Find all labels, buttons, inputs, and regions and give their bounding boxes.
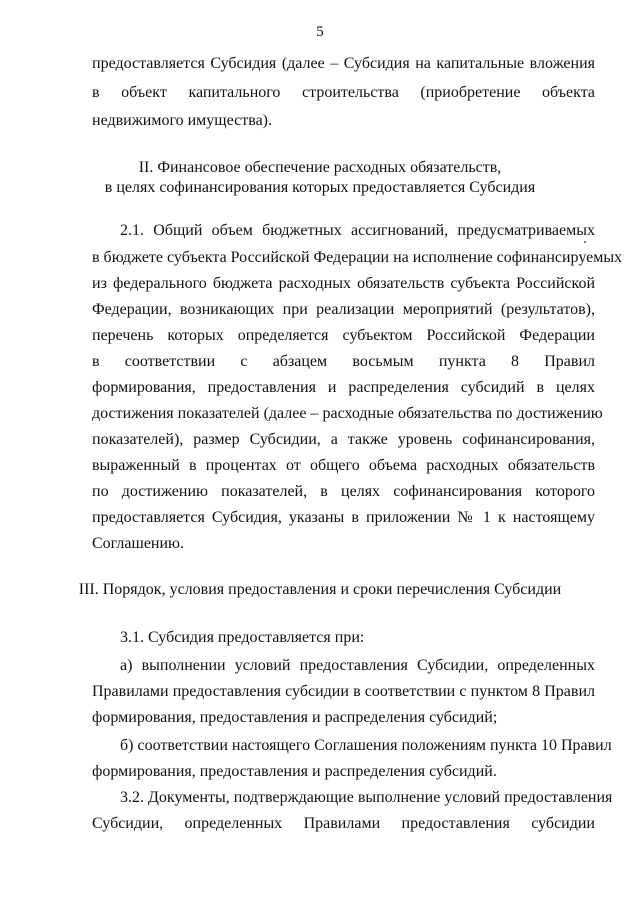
section2-heading-line-2: в целях софинансирования которых предоставляется Субсидия (104, 179, 536, 196)
p21-line-13: Соглашению. (92, 535, 185, 552)
section2-heading-line-1: II. Финансовое обеспечение расходных обязательств, (138, 159, 502, 176)
p21-line-8: достижения показателей (далее – расходные обязательства по достижению (92, 405, 603, 422)
p21-line-7: формирования, предоставления и распределения субсидий в целях (92, 379, 595, 396)
page-number: 5 (316, 24, 324, 40)
pb-line-2: формирования, предоставления и распределения субсидий. (92, 763, 497, 780)
pa-line-3: формирования, предоставления и распределения субсидий; (92, 709, 498, 726)
intro-line-1: предоставляется Субсидия (далее – Субсидия на капитальные вложения (92, 55, 595, 72)
p21-line-5: перечень которых определяется субъектом Российской Федерации (92, 327, 595, 344)
p21-line-10: выраженный в процентах от общего объема расходных обязательств (92, 457, 595, 474)
pb-line-1: б) соответствии настоящего Соглашения положениям пункта 10 Правил (120, 737, 612, 754)
p21-line-2: в бюджете субъекта Российской Федерации на исполнение софинансируемых (92, 249, 623, 266)
p21-line-3: из федерального бюджета расходных обязательств субъекта Российской (92, 275, 595, 292)
p31-line: 3.1. Субсидия предоставляется при: (120, 629, 365, 646)
p21-line-9: показателей), размер Субсидии, а также уровень софинансирования, (92, 431, 595, 448)
p21-line-11: по достижению показателей, в целях софинансирования которого (92, 483, 595, 500)
pa-line-1: а) выполнении условий предоставления Субсидии, определенных (120, 657, 595, 674)
p32-line-1: 3.2. Документы, подтверждающие выполнение условий предоставления (120, 789, 613, 806)
pa-line-2: Правилами предоставления субсидии в соответствии с пунктом 8 Правил (92, 683, 595, 700)
stray-dot-mark (584, 241, 586, 243)
p21-line-1: 2.1. Общий объем бюджетных ассигнований, предусматриваемых (120, 222, 595, 239)
p32-line-2: Субсидии, определенных Правилами предоставления субсидии (92, 815, 595, 832)
intro-line-3: недвижимого имущества). (92, 112, 272, 129)
intro-line-2: в объект капитального строительства (приобретение объекта (92, 84, 595, 101)
p21-line-6: в соответствии с абзацем восьмым пункта 8 Правил (92, 353, 595, 370)
p21-line-12: предоставляется Субсидия, указаны в приложении № 1 к настоящему (92, 509, 595, 526)
section3-heading: III. Порядок, условия предоставления и сроки перечисления Субсидии (78, 581, 562, 598)
p21-line-4: Федерации, возникающих при реализации мероприятий (результатов), (92, 301, 595, 318)
